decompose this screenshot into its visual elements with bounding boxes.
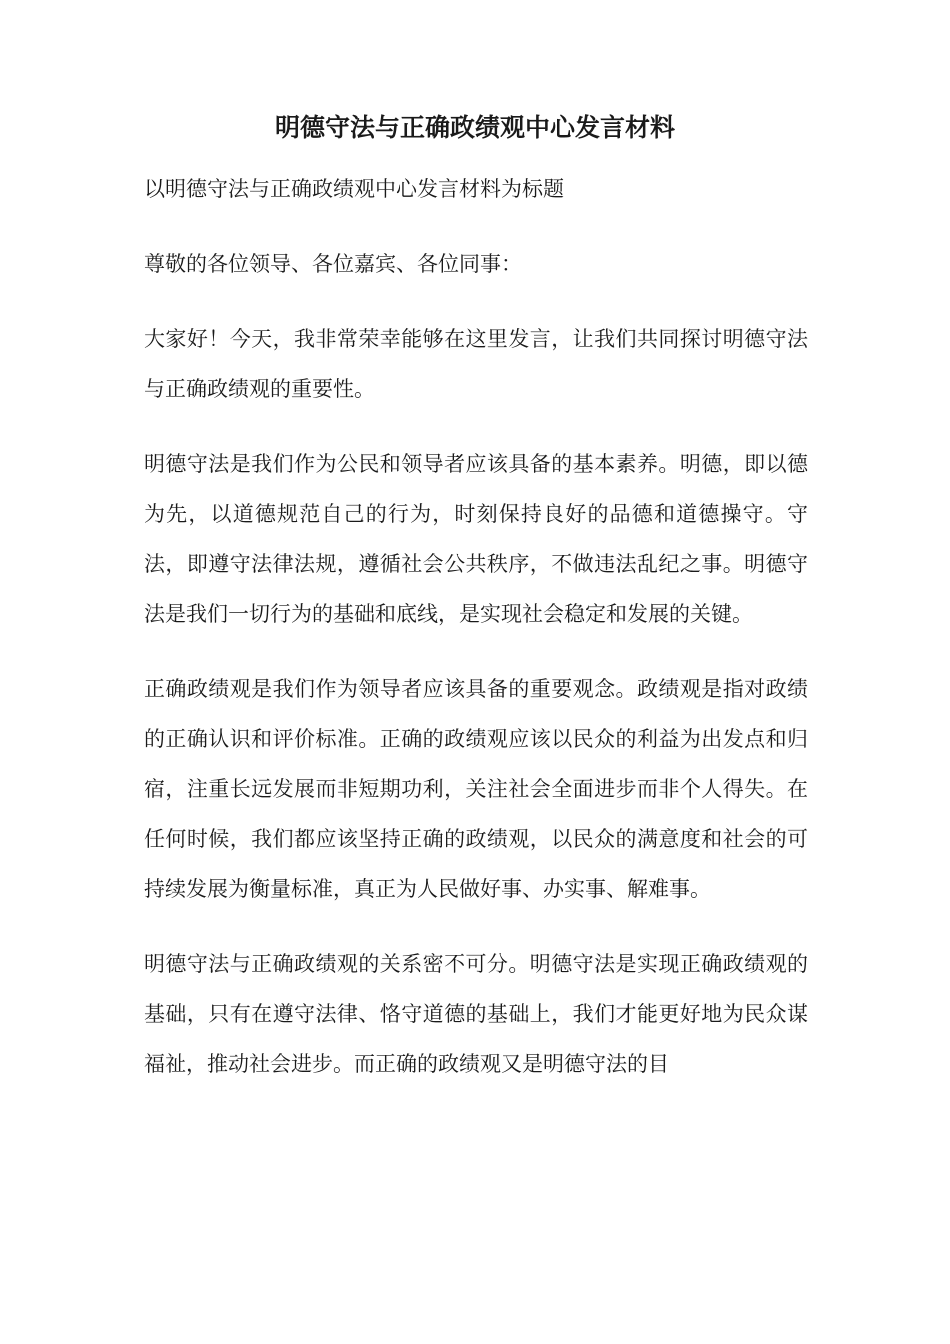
document-title: 明德守法与正确政绩观中心发言材料 (274, 113, 675, 142)
salutation-paragraph: 尊敬的各位领导、各位嘉宾、各位同事： (144, 252, 522, 276)
opening-paragraph: 大家好！今天，我非常荣幸能够在这里发言，让我们共同探讨明德守法与正确政绩观的重要性。 (144, 327, 808, 401)
subtitle-paragraph: 以明德守法与正确政绩观中心发言材料为标题 (144, 177, 564, 201)
document-body (144, 164, 808, 1114)
body-paragraph: 正确政绩观是我们作为领导者应该具备的重要观念。政绩观是指对政绩的正确认识和评价标准。正确的政绩观应该以民众的利益为出发点和归宿，注重长远发展而非短期功利，关注社会全面进步而非个人得失。在任何时候，我们都应该坚持正确的政绩观，以民众的满意度和社会的可持续发展为衡量标准，真正为人民做好事、办实事、解难事。 (144, 677, 808, 901)
body-paragraph: 明德守法与正确政绩观的关系密不可分。明德守法是实现正确政绩观的基础，只有在遵守法律、恪守道德的基础上，我们才能更好地为民众谋福祉，推动社会进步。而正确的政绩观又是明德守法的目 (144, 952, 808, 1076)
body-paragraph: 明德守法是我们作为公民和领导者应该具备的基本素养。明德，即以德为先，以道德规范自己的行为，时刻保持良好的品德和道德操守。守法，即遵守法律法规，遵循社会公共秩序，不做违法乱纪之事。明德守法是我们一切行为的基础和底线，是实现社会稳定和发展的关键。 (144, 452, 808, 626)
